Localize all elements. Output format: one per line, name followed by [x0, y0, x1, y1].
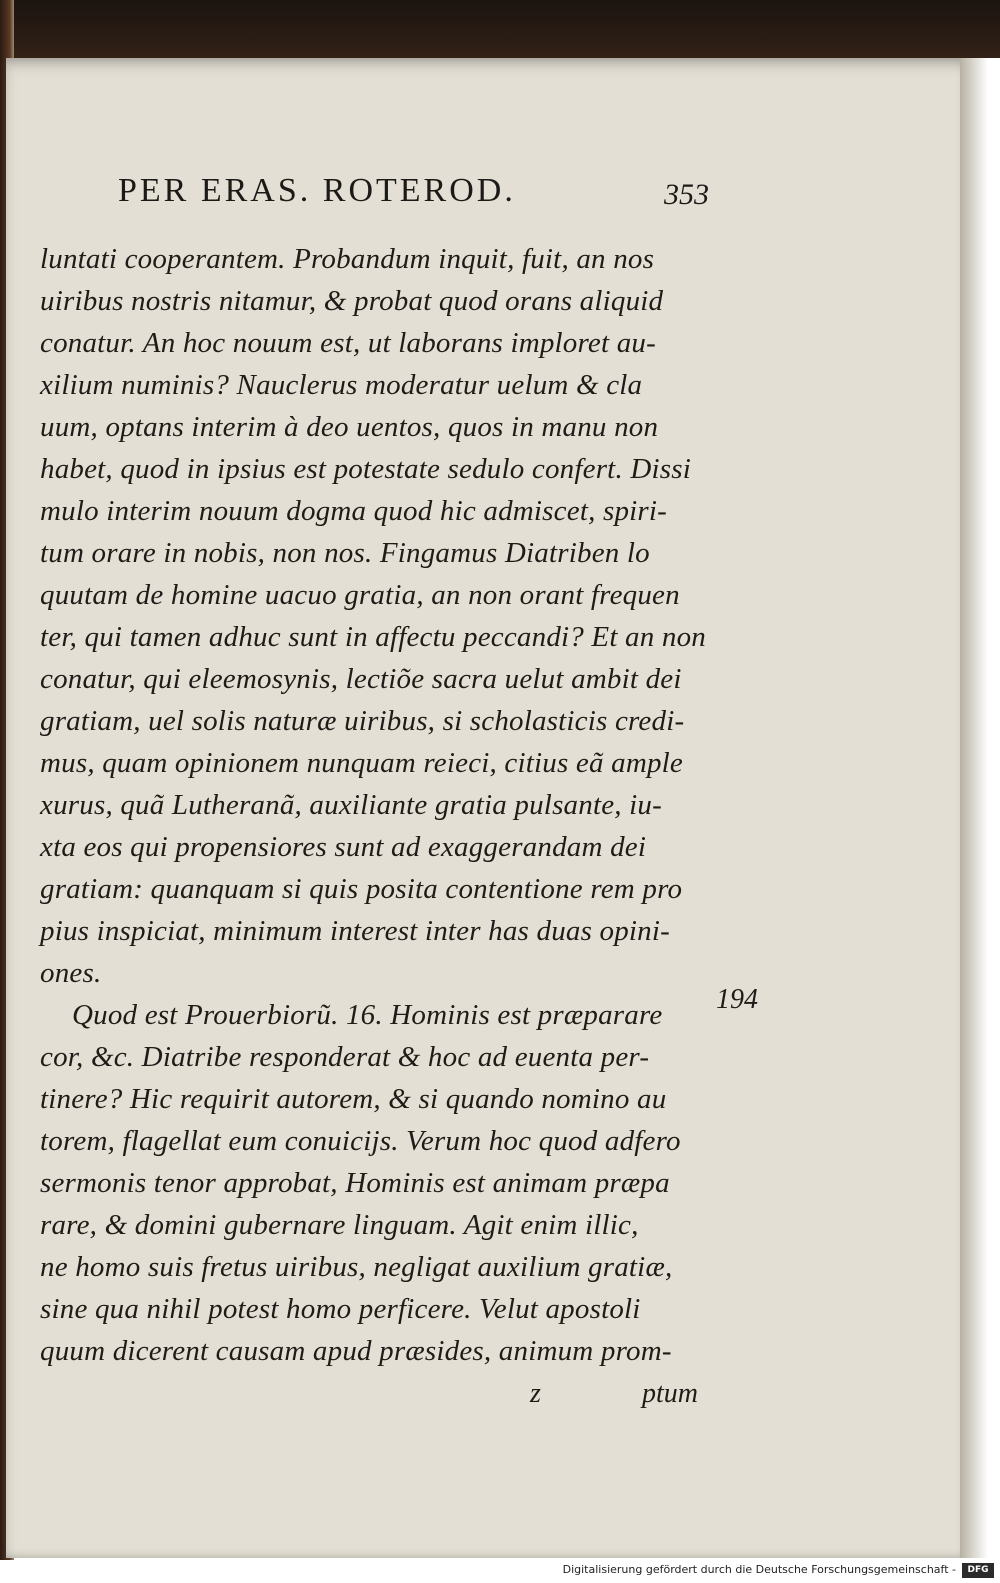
running-head: PER ERAS. ROTEROD. [118, 172, 516, 209]
text-line: sermonis tenor approbat, Hominis est animam præpa [40, 1167, 670, 1199]
catchword: ptum [642, 1378, 698, 1409]
text-line: ne homo suis fretus uiribus, negligat auxilium gratiæ, [40, 1251, 673, 1283]
text-line: mulo interim nouum dogma quod hic admiscet, spiri- [40, 495, 668, 527]
text-line: ones. [40, 957, 102, 989]
text-line: quutam de homine uacuo gratia, an non orant frequen [40, 579, 680, 611]
text-line: conatur, qui eleemosynis, lectiõe sacra uelut ambit dei [40, 663, 682, 695]
text-line: xurus, quã Lutheranã, auxiliante gratia pulsante, iu- [40, 789, 662, 821]
text-line: mus, quam opinionem nunquam reieci, citius eã ample [40, 747, 684, 779]
text-line: gratiam: quanquam si quis posita contentione rem pro [40, 873, 683, 905]
text-line: uiribus nostris nitamur, & probat quod orans aliquid [40, 285, 664, 317]
text-block [40, 238, 720, 1372]
text-line: sine qua nihil potest homo perficere. Velut apostoli [40, 1293, 641, 1325]
text-line: xta eos qui propensiores sunt ad exaggerandam dei [40, 831, 647, 863]
dfg-logo-icon: DFG [962, 1563, 994, 1578]
text-line: uum, optans interim à deo uentos, quos in manu non [40, 411, 659, 443]
footer-bar [0, 1560, 1000, 1583]
text-line: luntati cooperantem. Probandum inquit, fuit, an nos [40, 243, 655, 275]
text-line: xilium numinis? Nauclerus moderatur uelum & cla [40, 369, 643, 401]
page-number: 353 [664, 178, 709, 211]
text-line: cor, &c. Diatribe responderat & hoc ad euenta per- [40, 1041, 650, 1073]
text-line: Quod est Prouerbiorũ. 16. Hominis est præparare [72, 999, 663, 1031]
text-line: conatur. An hoc nouum est, ut laborans imploret au- [40, 327, 656, 359]
text-line: gratiam, uel solis naturæ uiribus, si scholasticis credi- [40, 705, 685, 737]
margin-note: 194 [716, 984, 758, 1015]
text-line: tinere? Hic requirit autorem, & si quando nomino au [40, 1083, 667, 1115]
signature-mark: z [530, 1378, 541, 1409]
text-line: habet, quod in ipsius est potestate sedulo confert. Dissi [40, 453, 691, 485]
page-edge [960, 58, 1000, 1558]
text-line: tum orare in nobis, non nos. Fingamus Diatriben lo [40, 537, 650, 569]
text-line: ter, qui tamen adhuc sunt in affectu peccandi? Et an non [40, 621, 707, 653]
text-line: torem, flagellat eum conuicijs. Verum hoc quod adfero [40, 1125, 681, 1157]
text-line: rare, & domini gubernare linguam. Agit enim illic, [40, 1209, 639, 1241]
footer-credit: Digitalisierung gefördert durch die Deutsche Forschungsgemeinschaft - [562, 1563, 956, 1576]
text-line: pius inspiciat, minimum interest inter has duas opini- [40, 915, 670, 947]
text-line: quum dicerent causam apud præsides, animum prom- [40, 1335, 672, 1367]
